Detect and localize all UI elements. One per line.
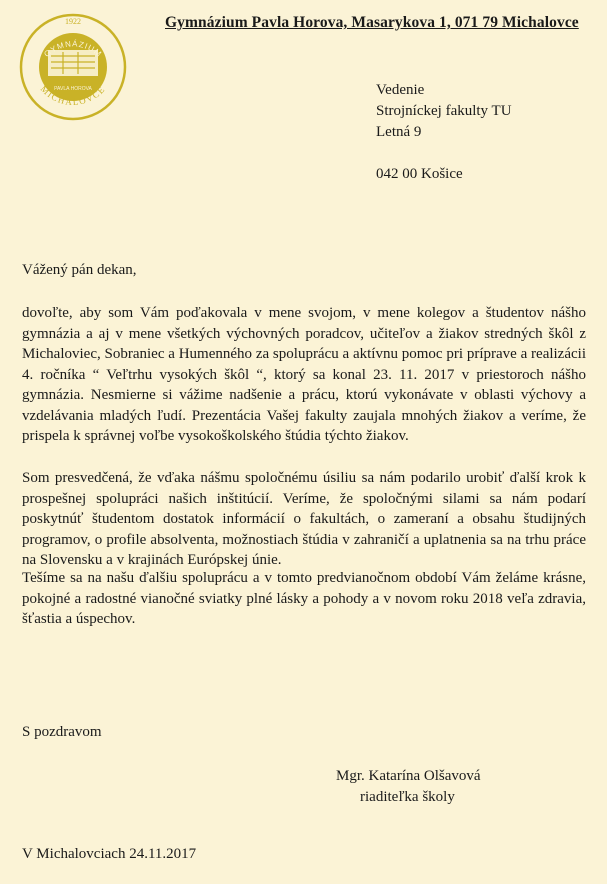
logo-bottom-text: MICHALOVCE [38, 83, 108, 108]
salutation: Vážený pán dekan, [22, 262, 137, 278]
recipient-line: Letná 9 [376, 124, 422, 140]
place-date: V Michalovciach 24.11.2017 [22, 846, 197, 862]
logo-inner-text: PAVLA HOROVA [54, 86, 92, 92]
signature-block [336, 766, 481, 808]
logo-ring-text: GYMNÁZIUM [42, 39, 104, 59]
recipient-line: Strojníckej fakulty TU [376, 103, 512, 119]
closing: S pozdravom [22, 724, 102, 740]
paragraph: Som presvedčená, že vďaka nášmu spoločnému úsiliu sa nám podarilo urobiť ďalší krok k prospešnej spolupráci našich inštitúcií. Veríme, že spoločnými silami sa nám podarí poskytnúť študentom dostatok informácií o fakultách, o zameraní a obsahu študijných programov, o profile absolventa, možnostiach štúdia v zahraničí a uplatnenia sa na trhu práce na Slovensku a v krajinách Európskej únie. [22, 470, 586, 568]
letterhead-title: Gymnázium Pavla Horova, Masarykova 1, 071 79 Michalovce [165, 14, 579, 31]
recipient-address [376, 80, 512, 185]
logo-year: 1922 [65, 17, 81, 26]
signatory-role: riaditeľka školy [360, 789, 455, 805]
school-logo [18, 12, 128, 122]
paragraph: Tešíme sa na našu ďalšiu spoluprácu a v tomto predvianočnom období Vám želáme krásne, pokojné a radostné vianočné sviatky plné lásky a pohody a v novom roku 2018 veľa zdravia, šťastia a úspechov. [22, 570, 586, 627]
paragraph: dovoľte, aby som Vám poďakovala v mene svojom, v mene kolegov a študentov nášho gymnázia a aj v mene všetkých výchovných poradcov, učiteľov a žiakov stredných škôl z Michaloviec, Sobraniec a Humenného za spoluprácu a aktívnu pomoc pri príprave a realizácii 4. ročníka “ Veľtrhu vysokých škôl “, ktorý sa konal 23. 11. 2017 v priestoroch nášho gymnázia. Nesmierne si vážime nadšenie a prácu, ktorú vykonávate v oblasti výchovy a vzdelávania mladých ľudí. Prezentácia Vašej fakulty zaujala mnohých žiakov a veríme, že prispela k správnej voľbe vysokoškolského štúdia týchto žiakov. [22, 305, 586, 444]
recipient-line: Vedenie [376, 82, 425, 98]
recipient-line: 042 00 Košice [376, 166, 463, 182]
signatory-name: Mgr. Katarína Olšavová [336, 768, 481, 784]
